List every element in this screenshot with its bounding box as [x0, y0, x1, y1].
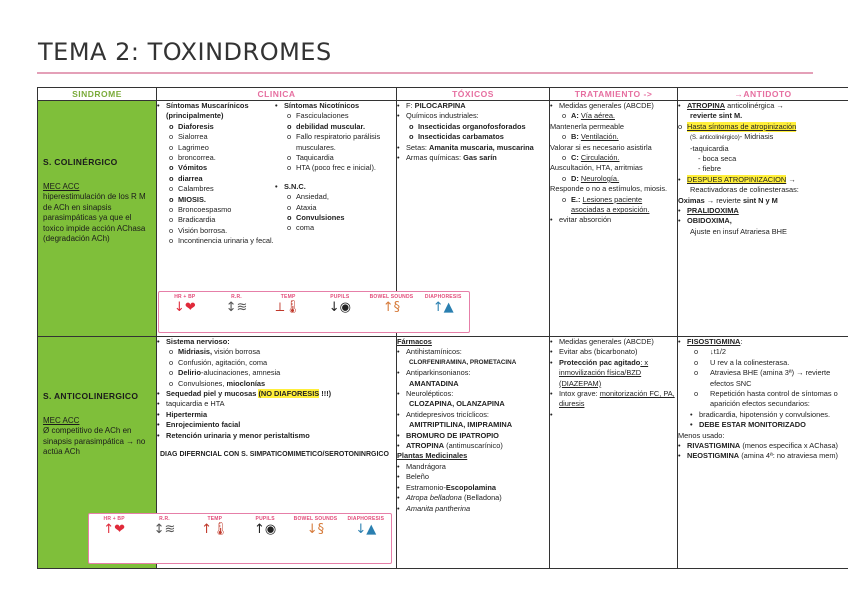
sign-label: DIAPHORESIS: [347, 516, 385, 522]
sign-bowel-sounds: [366, 294, 418, 315]
list-item: U rev a la colinesterasa.: [710, 357, 790, 367]
tratamiento-anticolinergico: • Medidas generales (ABCDE) • Evitar abs (bicarbonato) • Protección pac agitado: x inmovilización física/BZD (DIAZEPAM) • Intox grave: monitorización FC, PA, diuresis •: [550, 337, 678, 569]
sign-label: TEMP: [280, 294, 296, 300]
list-item: (Belladona): [463, 493, 502, 503]
sign-icon: ↑❤: [103, 522, 126, 537]
toxicos-anticolinergico: Fármacos • Antihistamínicos: CLORFENIRAMINA, PROMETACINA • Antiparkinsonianos: AMANTADINA • Neurolépticos: CLOZAPINA, OLANZAPINA • Antidepresivos tricíclicos: AMITRIPTILINA, IMIPRAMINA • BROMURO DE IPATROPIO • ATROPINA (antimuscarínico) Plantas Medicinales • Mandrágora • Beleño • Estramonio-Escopolamina • Atropa belladona (Belladona) • Amanita pantherina: [397, 337, 550, 569]
list-item: Estramonio-: [406, 482, 446, 492]
sign-label: TEMP: [207, 516, 223, 522]
list-item: Evitar abs (bicarbonato): [559, 347, 638, 357]
list-item: Protección pac agitado: [559, 357, 641, 367]
sign-label: BOWEL SOUNDS: [369, 294, 414, 300]
section-title: Plantas Medicinales: [397, 451, 468, 461]
list-item: Amanita pantherina: [406, 503, 471, 513]
list-item: revierte sint M.: [690, 111, 743, 121]
label: Químicos industriales:: [406, 111, 479, 121]
snc-title: S.N.C.: [284, 181, 306, 191]
list-item: Gas sarín: [463, 153, 497, 163]
signs-strip-colinergico: [158, 291, 470, 333]
list-item: BROMURO DE IPATROPIO: [406, 430, 499, 440]
list-item: HTA (poco frec e inicial).: [296, 163, 376, 173]
list-item: Broncoespasmo: [178, 205, 232, 215]
sign-label: DIAPHORESIS: [424, 294, 462, 300]
list-item: Retención urinaria y menor peristaltismo: [166, 430, 310, 440]
list-item: Neurología.: [580, 173, 620, 183]
sign-label: PUPILS: [330, 294, 350, 300]
clinica-colinergico: • Síntomas Muscarínicos (principalmente) o Diaforesis o Sialorrea o Lagrimeo o broncorrea. o Vómitos o diarrea o Calambres o MIOSIS. o Broncoespasmo o Bradicardia o Visión borrosa. o Incontinencia urinaria y fecal. • Síntomas Nicotínicos o Fasciculaciones o debilidad muscular. o Fallo respiratorio parálisis musculares. o Taquicardia o HTA (poco frec e inicial). • S.N.C. o Ansiedad, o Ataxia o Convulsiones o coma: [157, 101, 397, 337]
toxicos-colinergico: • F: PILOCARPINA • Químicos industriales: o Insecticidas organofosforados o Insecticidas carbamatos • Setas: Amanita muscaria, muscarina • Armas químicas: Gas sarín: [397, 101, 550, 337]
list-item: Mantenerla permeable: [550, 121, 624, 131]
list-item: Atropa belladona: [406, 493, 462, 503]
list-item: Escopolamina: [445, 482, 496, 492]
header-tratamiento: TRATAMIENTO ->: [550, 88, 678, 101]
header-antidoto: →ANTIDOTO: [678, 88, 848, 101]
list-item: -taquicardia: [690, 143, 729, 153]
list-item: MIOSIS.: [178, 194, 206, 204]
musc-title: Síntomas Muscarínicos (principalmente): [166, 101, 249, 121]
list-item: Amanita muscaria, muscarina: [429, 142, 534, 152]
list-item: AMANTADINA: [409, 378, 459, 388]
sign-r-r-: [211, 294, 263, 315]
page-title: TEMA 2: TOXINDROMES: [38, 38, 332, 66]
drug-name: RIVASTIGMINA: [687, 441, 741, 451]
list-item: bradicardia, hipotensión y convulsiones.: [699, 409, 831, 419]
drug-name: PRALIDOXIMA: [687, 206, 739, 216]
list-item: -alucinaciones, amnesia: [201, 368, 281, 378]
sign-bowel-sounds: [290, 516, 340, 537]
label: B:: [571, 132, 579, 142]
list-item: diarrea: [178, 173, 203, 183]
header-sindrome: SINDROME: [38, 88, 157, 101]
list-item: Ataxia: [296, 202, 317, 212]
sign-label: HR + BP: [174, 294, 196, 300]
list-item: Sialorrea: [178, 132, 208, 142]
sign-pupils: [314, 294, 366, 315]
drug-name: FISOSTIGMINA: [687, 337, 741, 346]
sign-temp: [190, 516, 240, 537]
sign-pupils: [240, 516, 290, 537]
sign-label: R.R.: [159, 516, 170, 522]
sindrome-name: S. COLINÉRGICO: [43, 157, 118, 167]
list-item: monitorización FC, PA, diuresis: [559, 389, 675, 409]
list-item: sint N y M: [742, 195, 778, 205]
clinica-anticolinergico: • Sistema nervioso: o Midriasis, visión borrosa o Confusión, agitación, coma o Delirio-alucinaciones, amnesia o Convulsiones, mioclonías • Sequedad piel y mucosas (NO DIAFORESIS !!!) • taquicardia e HTA • Hipertermia • Enrojecimiento facial • Retención urinaria y menor peristaltismo DIAG DIFERNCIAL CON S. SIMPATICOMIMETICO/SEROTONINRGICO: [157, 337, 397, 569]
sign-icon: ↕≋: [153, 522, 176, 537]
list-item: Atraviesa BHE (amina 3ª) → revierte efectos SNC: [710, 368, 831, 388]
list-item: Intox grave:: [559, 389, 598, 399]
sindrome-name: S. ANTICOLINERGICO: [43, 391, 139, 401]
sign-icon: ↓▲: [355, 522, 377, 537]
list-item: Responde o no a estímulos, miosis.: [550, 184, 668, 194]
tratamiento-colinergico: • Medidas generales (ABCDE) o A: Vía aérea. Mantenerla permeable o B: Ventilación. Valorar si es necesario asistirla o C: Circulación. Auscultación, HTA, arritmias o D: Neurología. Responde o no a estímulos, miosis. o E.: Lesiones paciente asociadas a exposición. • evitar absorción: [550, 101, 678, 337]
list-item: Hipertermia: [166, 409, 208, 419]
list-item: Sequedad piel y mucosas: [166, 389, 257, 399]
list-item: Reactivadoras de colinesterasas:: [690, 185, 799, 195]
drug-name: NEOSTIGMINA: [687, 451, 740, 461]
sign-icon: ↕≋: [225, 300, 248, 315]
mec-title: MEC ACC: [43, 415, 80, 425]
list-item: Medidas generales (ABCDE): [559, 101, 654, 110]
list-item: Vómitos: [178, 163, 208, 173]
header-row: [38, 88, 848, 101]
sign-label: HR + BP: [103, 516, 125, 522]
list-item: Circulación.: [580, 153, 620, 163]
sign-icon: ↓◉: [328, 300, 351, 315]
title-divider: [37, 72, 813, 74]
list-item: ↓t1/2: [710, 347, 727, 357]
list-item: Fasciculaciones: [296, 111, 349, 121]
drug-name: PILOCARPINA: [414, 101, 466, 110]
sign-diaphoresis: [417, 294, 469, 315]
list-item: taquicardia e HTA: [166, 399, 225, 409]
list-item: CLORFENIRAMINA, PROMETACINA: [409, 358, 517, 366]
mec-desc: Ø competitivo de ACh en sinapsis parasimpática → no actúa ACh: [43, 426, 146, 456]
list-item: coma: [296, 223, 315, 233]
list-item: (menos especifica x AChasa): [742, 441, 839, 451]
mec-title: MEC ACC: [43, 181, 80, 191]
sign-icon: ↑§: [382, 300, 401, 315]
list-item: Insecticidas carbamatos: [418, 132, 504, 142]
list-item: Diaforesis: [178, 121, 214, 131]
list-item: Menos usado:: [678, 430, 725, 440]
list-item: Valorar si es necesario asistirla: [550, 142, 652, 152]
list-item: Confusión, agitación, coma: [178, 357, 268, 367]
header-toxicos: TÓXICOS: [397, 88, 550, 101]
list-item: : x inmovilización física/BZD (DIAZEPAM): [559, 357, 649, 388]
list-item: Medidas generales (ABCDE): [559, 337, 654, 346]
list-item: Fallo respiratorio parálisis musculares.: [296, 132, 381, 152]
list-item: Convulsiones,: [178, 378, 225, 388]
list-item: Convulsiones: [296, 213, 345, 223]
list-item: (amina 4ª: no atraviesa mem): [741, 451, 839, 461]
list-item: Calambres: [178, 184, 214, 194]
list-item: Ventilación.: [580, 132, 619, 142]
sign-icon: ↑🌡: [201, 522, 229, 537]
label: Setas:: [406, 142, 427, 152]
highlight-text: (NO DIAFORESIS: [258, 389, 320, 399]
list-item: Visión borrosa.: [178, 225, 228, 235]
label: A:: [571, 111, 579, 121]
list-item: Lesiones paciente asociadas a exposición.: [571, 194, 650, 215]
list-item: broncorrea.: [178, 153, 216, 163]
sign-temp: [262, 294, 314, 315]
list-item: evitar absorción: [559, 215, 612, 225]
list-item: → revierte: [706, 195, 741, 205]
list-item: Antihistamínicos:: [406, 347, 462, 357]
mec-desc: hiperestimulación de los R M de ACh en sinapsis parasimpáticas ya que el toxico impide acción AChasa (degradación ACh): [43, 192, 146, 243]
sign-label: BOWEL SOUNDS: [293, 516, 338, 522]
list-item: DEBE ESTAR MONITORIZADO: [699, 420, 806, 430]
list-item: ATROPINA: [406, 441, 445, 451]
list-item: :: [740, 337, 743, 346]
sign-r-r-: [139, 516, 189, 537]
antidoto-colinergico: • ATROPINA anticolinérgica → revierte sint M. o Hasta síntomas de atropinización (S. anticolinérgico)- Midriasis -taquicardia - boca seca - fiebre • DESPUES ATROPINIZACION → Reactivadoras de colinesterasas: Oximas → revierte sint N y M • PRALIDOXIMA • OBIDOXIMA, Ajuste en insuf Atrariesa BHE: [678, 101, 848, 337]
list-item: Insecticidas organofosforados: [418, 121, 526, 131]
list-item: Midriasis,: [178, 347, 213, 357]
drug-name: OBIDOXIMA,: [687, 216, 732, 226]
list-item: Delirio: [178, 368, 201, 378]
sign-icon: ↓❤: [173, 300, 196, 315]
list-item: Sistema nervioso:: [166, 337, 230, 346]
list-item: Vía aérea.: [580, 111, 615, 121]
diag-diferencial: DIAG DIFERNCIAL CON S. SIMPATICOMIMETICO/SEROTONINRGICO: [160, 451, 389, 459]
drug-name: ATROPINA: [687, 101, 726, 110]
label: Armas químicas:: [406, 153, 462, 163]
list-item: !!!): [321, 389, 332, 399]
antidoto-anticolinergico: • FISOSTIGMINA: o ↓t1/2 o U rev a la colinesterasa. o Atraviesa BHE (amina 3ª) → revierte efectos SNC o Repetición hasta control de síntomas o aparición efectos secundarios: • bradicardia, hipotensión y convulsiones. • DEBE ESTAR MONITORIZADO Menos usado: • RIVASTIGMINA (menos especifica x AChasa) • NEOSTIGMINA (amina 4ª: no atraviesa mem): [678, 337, 848, 569]
list-item: Bradicardia: [178, 215, 216, 225]
sindrome-colinergico: [38, 101, 157, 337]
list-item: Taquicardia: [296, 153, 334, 163]
sign-icon: ↓§: [306, 522, 325, 537]
list-item: Neurolépticos:: [406, 389, 454, 399]
list-item: Auscultación, HTA, arritmias: [550, 163, 643, 173]
list-item: (S. anticolinérgico): [690, 135, 740, 142]
list-item: Beleño: [406, 472, 430, 482]
arrow: →: [788, 174, 796, 184]
label: F:: [406, 101, 413, 110]
header-clinica: CLINICA: [157, 88, 397, 101]
list-item: Mandrágora: [406, 461, 446, 471]
list-item: debilidad muscular.: [296, 121, 365, 131]
list-item: - fiebre: [698, 164, 722, 174]
list-item: visión borrosa: [214, 347, 261, 357]
list-item: - Midriasis: [739, 132, 774, 142]
sign-hr-bp: [159, 294, 211, 315]
list-item: CLOZAPINA, OLANZAPINA: [409, 399, 505, 409]
sign-hr-bp: [89, 516, 139, 537]
list-item: Antidepresivos tricíclicos:: [406, 409, 489, 419]
list-item: Antiparkinsonianos:: [406, 368, 471, 378]
highlight-text: Hasta síntomas de atropinización: [687, 121, 797, 131]
list-item: anticolinérgica →: [727, 101, 784, 110]
list-item: mioclonías: [226, 378, 266, 388]
sign-icon: ↑◉: [254, 522, 277, 537]
highlight-text: DESPUES ATROPINIZACION: [687, 174, 787, 184]
list-item: - boca seca: [698, 154, 737, 164]
label: C:: [571, 153, 579, 163]
list-item: Lagrimeo: [178, 142, 209, 152]
list-item: Repetición hasta control de síntomas o aparición efectos secundarios:: [710, 389, 838, 409]
sign-icon: ↑▲: [432, 300, 454, 315]
label: D:: [571, 173, 579, 183]
list-item: (antimuscarínico): [446, 441, 503, 451]
label: E.:: [571, 194, 581, 204]
list-item: Ansiedad,: [296, 192, 329, 202]
list-item: AMITRIPTILINA, IMIPRAMINA: [409, 420, 513, 430]
drug-name: Oximas: [678, 195, 705, 205]
list-item: Ajuste en insuf Atrariesa BHE: [690, 226, 787, 236]
signs-strip-anticolinergico: [88, 513, 392, 564]
sign-label: R.R.: [231, 294, 242, 300]
nic-title: Síntomas Nicotínicos: [284, 101, 360, 110]
list-item: Incontinencia urinaria y fecal.: [178, 236, 274, 246]
sign-diaphoresis: [341, 516, 391, 537]
section-title: Fármacos: [397, 337, 432, 346]
list-item: Enrojecimiento facial: [166, 420, 241, 430]
sign-icon: ⟂🌡: [275, 300, 301, 315]
sign-label: PUPILS: [255, 516, 275, 522]
